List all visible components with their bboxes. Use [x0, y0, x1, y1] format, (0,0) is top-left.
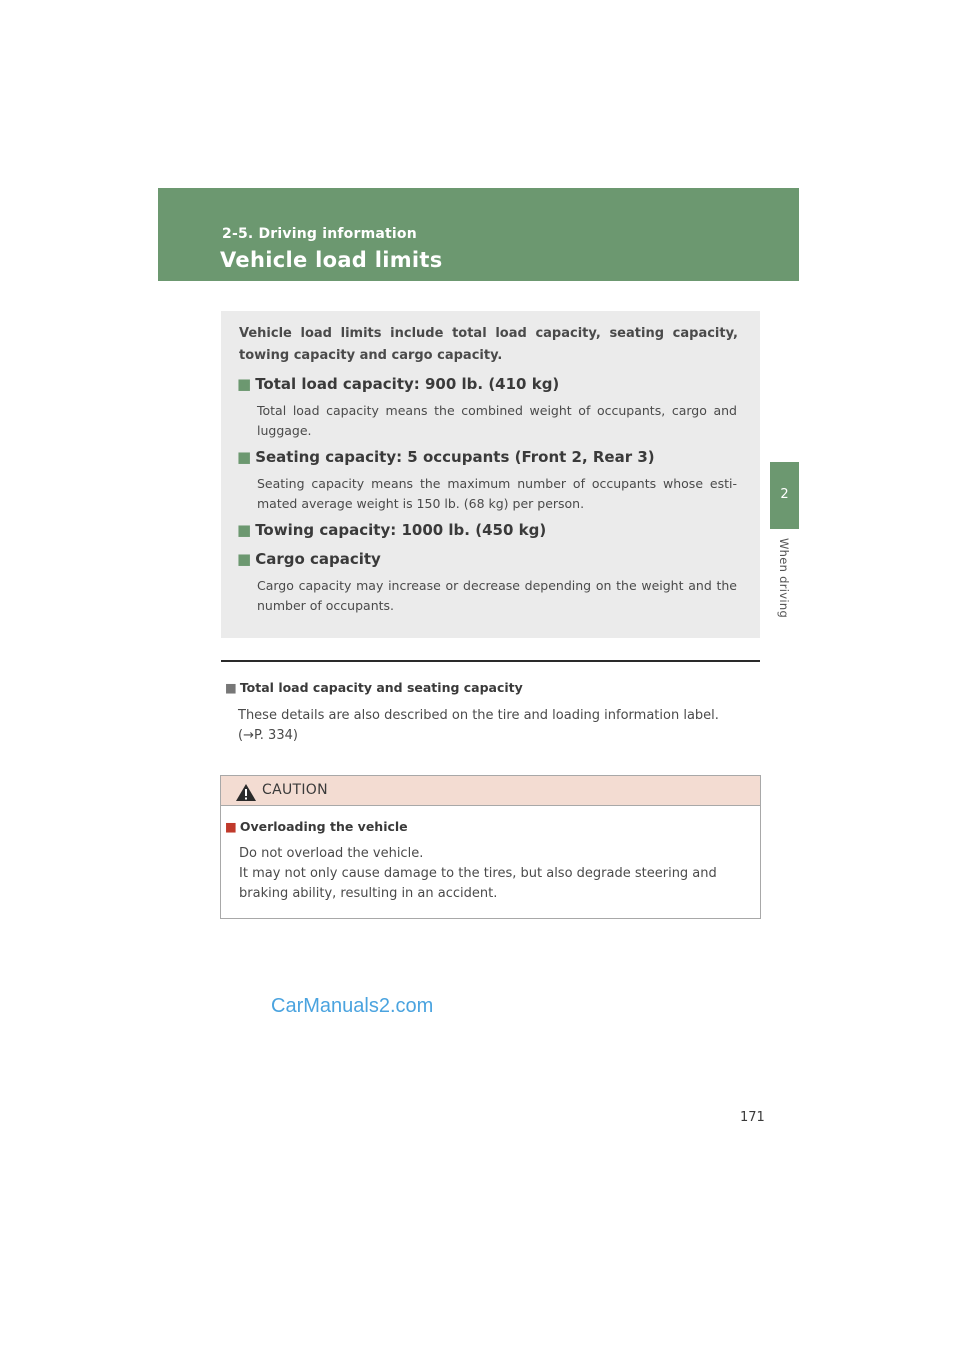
item-heading-cargo: ■ Cargo capacity: [237, 550, 381, 568]
summary-box: [221, 311, 760, 638]
square-bullet-icon: ■: [237, 521, 252, 539]
item-heading-towing: ■ Towing capacity: 1000 lb. (450 kg): [237, 521, 547, 539]
warning-triangle-icon: [235, 783, 257, 802]
section-divider: [221, 660, 760, 662]
caution-line: Do not overload the vehicle.: [239, 846, 424, 861]
item-heading-seating: ■ Seating capacity: 5 occupants (Front 2, Rear 3): [237, 448, 655, 466]
caution-line: It may not only cause damage to the tires, but also degrade steering and braking ability, resulting in an accident.: [239, 866, 717, 901]
note-body: [238, 706, 748, 746]
chapter-tab-label: When driving: [777, 538, 791, 619]
item-desc-total-load: Total load capacity means the combined weight of occupants, cargo and luggage.: [257, 403, 737, 438]
page-number: 171: [740, 1110, 765, 1125]
chapter-header: [158, 188, 799, 281]
note-heading: ■ Total load capacity and seating capacity: [225, 680, 523, 695]
caution-text: [239, 844, 755, 904]
item-desc-cargo: Cargo capacity may increase or decrease depending on the weight and the number of occupants.: [257, 578, 737, 613]
item-desc-seating: Seating capacity means the maximum number of occupants whose esti- mated average weight is 150 lb. (68 kg) per person.: [257, 476, 737, 511]
square-bullet-icon: ■: [237, 550, 252, 568]
watermark-logo: CarManuals2.com: [271, 995, 434, 1017]
square-bullet-icon: ■: [237, 375, 252, 393]
page-reference-link[interactable]: (→P. 334): [238, 728, 298, 743]
caution-box: [220, 775, 761, 919]
caution-subheading: ■ Overloading the vehicle: [225, 819, 408, 834]
square-bullet-icon: ■: [225, 819, 237, 834]
chapter-tab[interactable]: [770, 462, 799, 529]
summary-intro: Vehicle load limits include total load capacity, seating capacity, towing capacity and cargo capacity.: [239, 326, 738, 363]
caution-header: [221, 776, 760, 806]
square-bullet-icon: ■: [225, 680, 237, 695]
note-body-text: These details are also described on the tire and loading information label.: [238, 708, 719, 723]
section-label: 2-5. Driving information: [222, 226, 417, 242]
page-title: Vehicle load limits: [220, 248, 443, 272]
square-bullet-icon: ■: [237, 448, 252, 466]
chapter-tab-number: 2: [780, 487, 789, 502]
item-heading-total-load: ■ Total load capacity: 900 lb. (410 kg): [237, 375, 560, 393]
caution-title: CAUTION: [262, 782, 328, 798]
